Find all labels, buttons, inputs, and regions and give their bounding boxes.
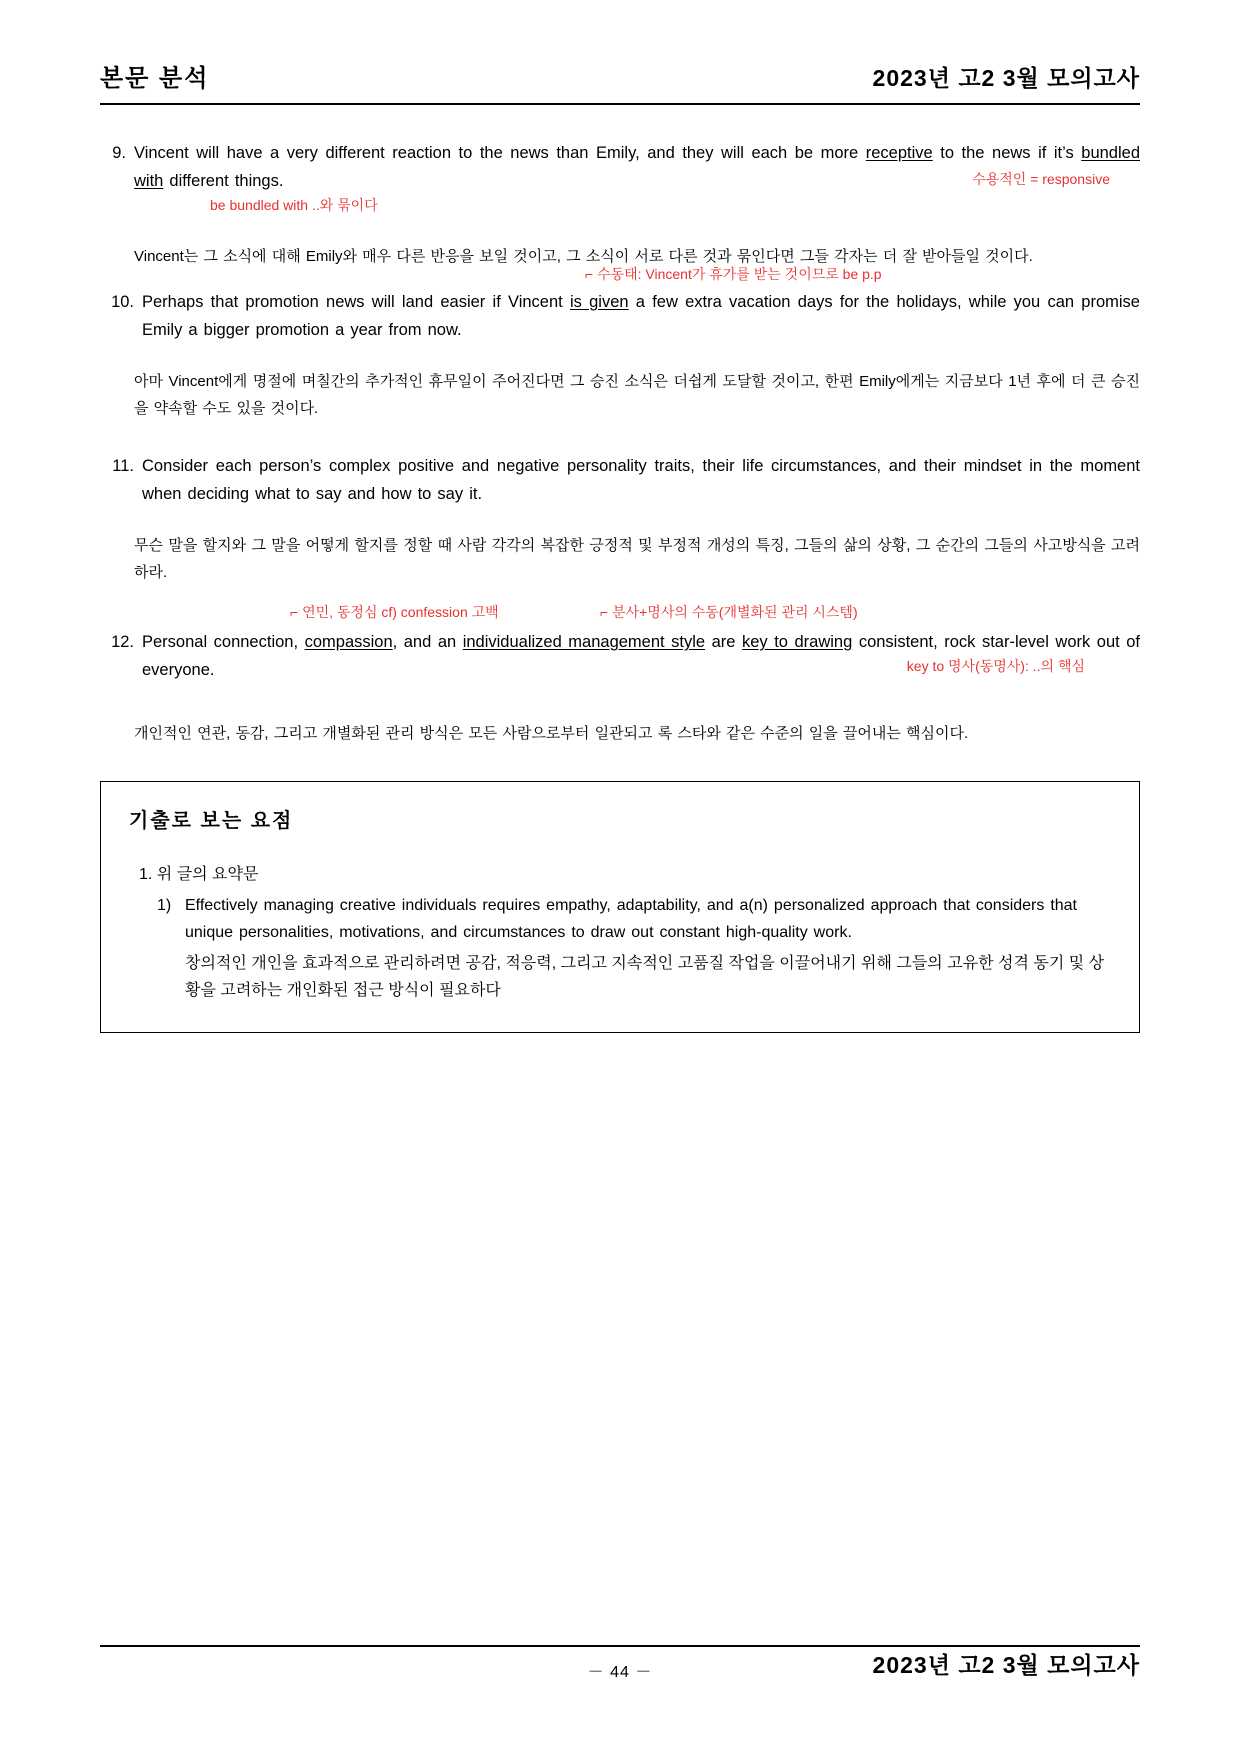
sentence-segment: are (705, 633, 742, 651)
page-number: － 44 － (587, 1664, 653, 1681)
sentence-segment: , and an (392, 633, 463, 651)
korean-translation: 아마 Vincent에게 명절에 며칠간의 추가적인 휴무일이 주어진다면 그 승진 소식은 더쉽게 도달할 것이고, 한편 Emily에게는 지금보다 1년 후에 더 큰 승진을 약속할 수도 있을 것이다. (134, 373, 1140, 417)
passage-item-10 (100, 266, 1140, 422)
sentence-segment-underlined: bundled with (134, 144, 1140, 190)
page-footer (100, 1645, 1140, 1682)
summary-box (100, 781, 1140, 1033)
passage-item-9 (100, 139, 1140, 270)
english-sentence (142, 452, 1140, 508)
summary-answer (157, 892, 1111, 1004)
annotation-note: ⌐ 연민, 동정심 cf) confession 고백 (290, 604, 499, 620)
annotation-note: ⌐ 수동태: Vincent가 휴가를 받는 것이므로 be p.p (585, 266, 882, 282)
sentence-segment: Consider each person’s complex positive and negative personality traits, their life circumstances, and their mindset in the moment when deciding what to say and how to say it. (142, 457, 1140, 503)
english-sentence (142, 288, 1140, 344)
summary-box-title: 기출로 보는 요점 (129, 810, 294, 832)
annotation-note: key to 명사(동명사): ..의 핵심 (906, 658, 1085, 674)
sentence-segment-underlined: compassion (304, 633, 393, 651)
item-number: 12. (111, 633, 134, 651)
sentence-segment-underlined: key to drawing (742, 633, 853, 651)
summary-answer-marker: 1) (157, 897, 172, 914)
header-right-title: 2023년 고2 3월 모의고사 (872, 65, 1140, 91)
summary-answer-english: Effectively managing creative individuals requires empathy, adaptability, and a(n) personalized approach that considers that unique personalities, motivations, and circumstances to draw out constant high-quality work. (185, 897, 1077, 941)
sentence-segment: a few extra vacation days for the holidays, while you can promise Emily a bigger promotion a year from now. (142, 293, 1140, 339)
item-number: 9. (112, 144, 126, 162)
page-header (100, 0, 1140, 105)
annotation-note: ⌐ 분사+명사의 수동(개별화된 관리 시스템) (600, 604, 858, 620)
summary-answer-body (185, 892, 1111, 1004)
sentence-segment: to the news if it’s (932, 144, 1082, 162)
passage-item-12 (100, 604, 1141, 747)
annotation-note: be bundled with ..와 묶이다 (210, 197, 378, 213)
item-number: 11. (112, 457, 134, 475)
sentence-segment: Personal connection, (142, 633, 305, 651)
summary-answer-korean: 창의적인 개인을 효과적으로 관리하려면 공감, 적응력, 그리고 지속적인 고품질 작업을 이끌어내기 위해 그들의 고유한 성격 동기 및 상황을 고려하는 개인화된 접근 방식이 필요하다 (185, 955, 1105, 999)
summary-question-text: 위 글의 요약문 (156, 866, 259, 883)
summary-question (139, 861, 1111, 884)
annotation-note: 수용적인 = responsive (972, 171, 1110, 187)
document-content (100, 105, 1140, 1033)
header-left-title: 본문 분석 (100, 65, 210, 92)
sentence-segment-underlined: individualized management style (462, 633, 706, 651)
item-number: 10. (111, 293, 134, 311)
korean-translation: 개인적인 연관, 동감, 그리고 개별화된 관리 방식은 모든 사람으로부터 일관되고 록 스타와 같은 수준의 일을 끌어내는 핵심이다. (134, 725, 969, 742)
sentence-segment-underlined: receptive (865, 144, 933, 162)
english-sentence-row (100, 288, 1140, 344)
sentence-segment: consistent, rock star-level work out of everyone. (142, 633, 1141, 679)
korean-translation: Vincent는 그 소식에 대해 Emily와 매우 다른 반응을 보일 것이고, 그 소식이 서로 다른 것과 묶인다면 그들 각자는 더 잘 받아들일 것이다. (134, 248, 1033, 265)
sentence-segment: Perhaps that promotion news will land easier if Vincent (142, 293, 570, 311)
english-sentence-row (100, 452, 1140, 508)
footer-right-title: 2023년 고2 3월 모의고사 (872, 1652, 1140, 1678)
summary-question-number: 1. (139, 866, 153, 883)
sentence-segment-underlined: is given (569, 293, 629, 311)
passage-item-11 (100, 452, 1140, 586)
korean-translation: 무슨 말을 할지와 그 말을 어떻게 할지를 정할 때 사람 각각의 복잡한 긍정적 및 부정적 개성의 특징, 그들의 삶의 상황, 그 순간의 그들의 사고방식을 고려하라. (134, 537, 1140, 581)
sentence-segment: different things. (163, 172, 284, 190)
sentence-segment: Vincent will have a very different reaction to the news than Emily, and they will each be more (134, 144, 866, 162)
